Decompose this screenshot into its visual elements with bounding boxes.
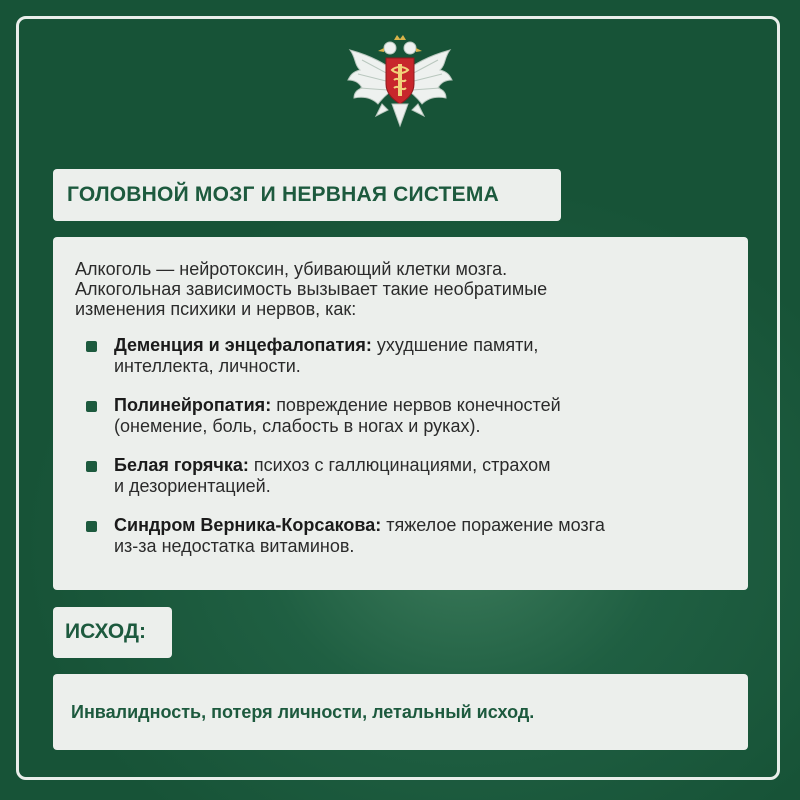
list-item — [75, 455, 730, 497]
square-bullet-icon — [86, 401, 97, 412]
item-description-cont: (онемение, боль, слабость в ногах и руках). — [114, 416, 481, 436]
square-bullet-icon — [86, 461, 97, 472]
intro-line-2: Алкогольная зависимость вызывает такие необратимые — [75, 279, 548, 299]
outcome-card — [53, 674, 748, 750]
square-bullet-icon — [86, 521, 97, 532]
item-description-cont: и дезориентацией. — [114, 476, 271, 496]
item-term: Синдром Верника-Корсакова: — [114, 515, 382, 535]
section-title: ГОЛОВНОЙ МОЗГ И НЕРВНАЯ СИСТЕМА — [53, 169, 561, 221]
item-description: психоз с галлюцинациями, страхом — [248, 455, 551, 475]
outcome-label: ИСХОД: — [53, 607, 172, 658]
item-description: ухудшение памяти, — [371, 335, 539, 355]
item-term: Полинейропатия: — [114, 395, 272, 415]
item-description-cont: интеллекта, личности. — [114, 356, 301, 376]
intro-line-3: изменения психики и нервов, как: — [75, 299, 357, 319]
list-item — [75, 515, 730, 557]
info-card — [53, 237, 748, 590]
eagle-emblem-icon — [342, 34, 458, 132]
item-description-cont: из-за недостатка витаминов. — [114, 536, 355, 556]
list-item — [75, 395, 730, 437]
item-term: Белая горячка: — [114, 455, 249, 475]
square-bullet-icon — [86, 341, 97, 352]
item-description: тяжелое поражение мозга — [381, 515, 605, 535]
outcome-text: Инвалидность, потеря личности, летальный исход. — [71, 702, 535, 722]
intro-text — [75, 259, 730, 319]
effects-list — [75, 335, 730, 557]
list-item — [75, 335, 730, 377]
item-term: Деменция и энцефалопатия: — [114, 335, 372, 355]
item-description: повреждение нервов конечностей — [271, 395, 561, 415]
intro-line-1: Алкоголь — нейротоксин, убивающий клетки мозга. — [75, 259, 508, 279]
